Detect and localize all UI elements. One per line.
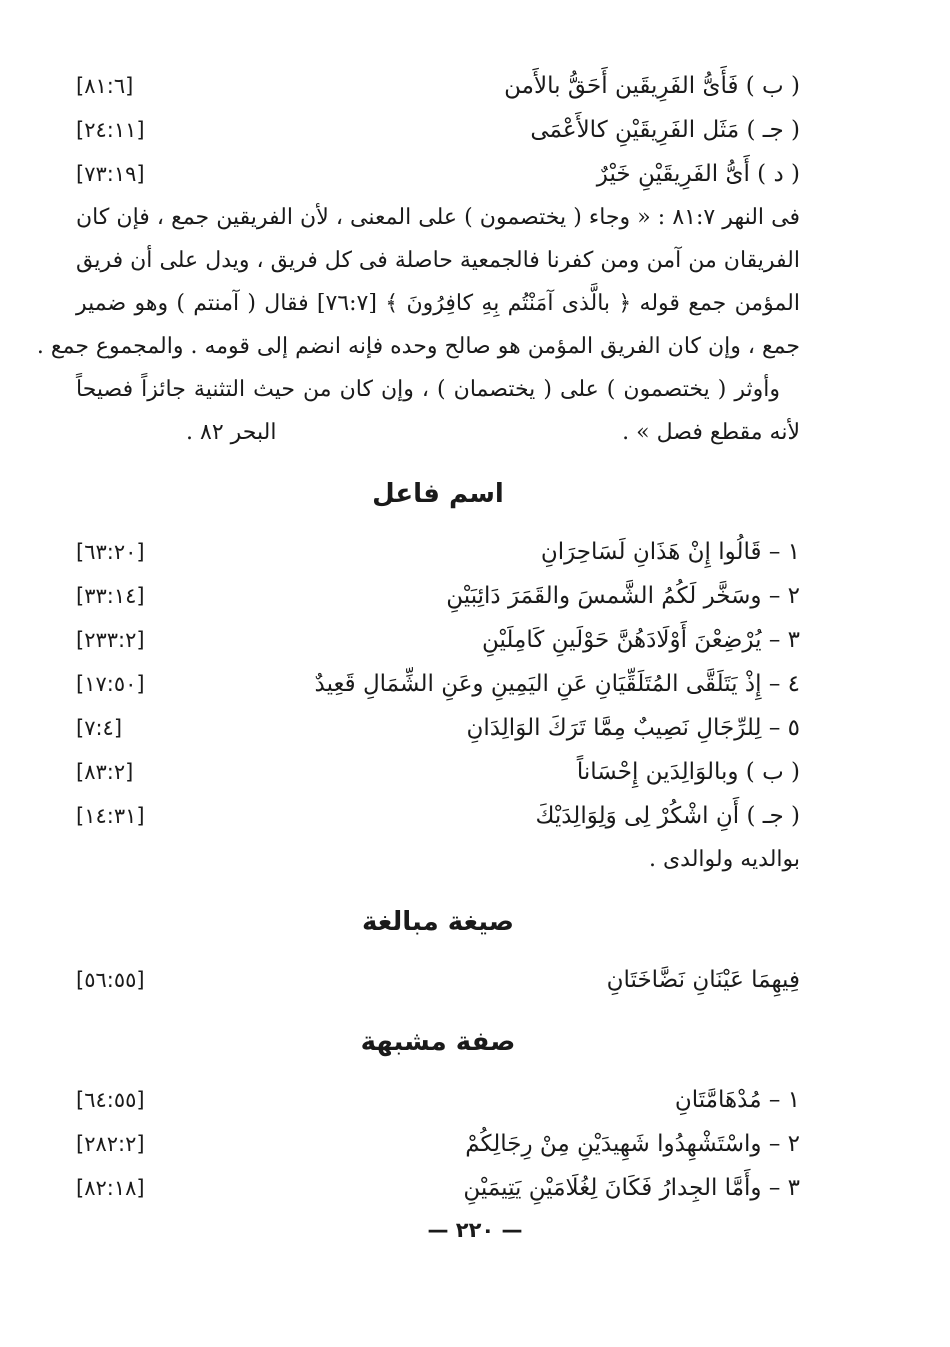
list-item: [76, 574, 800, 618]
verse-reference: [٦٤:٥٥]: [76, 1088, 145, 1112]
verse-reference: [٢٤:١١]: [76, 118, 145, 142]
section-heading: اسم فاعل: [372, 479, 504, 509]
verse-text: ٥ – لِلرِّجَالِ نَصِيبٌ مِمَّا تَرَكَ الوَالِدَانِ: [466, 715, 800, 741]
section-note: بوالديه ولوالدى .: [648, 847, 800, 872]
section-heading: صفة مشبهة: [360, 1027, 516, 1057]
page-number: — ٢٢٠ —: [427, 1218, 523, 1242]
section-list: [76, 530, 800, 882]
list-item: [76, 706, 800, 750]
verse-text: ( جـ ) أَنِ اشْكُرْ لِى وَلِوَالِدَيْكَ: [535, 803, 800, 829]
list-item: [76, 618, 800, 662]
verse-reference: [٧:٤]: [76, 716, 123, 740]
verse-reference: [٧٣:١٩]: [76, 162, 145, 186]
paragraph-line: فى النهر ٨١:٧ : « وجاء ( يختصمون ) على المعنى ، لأن الفريقين جمع ، فإن كان: [76, 205, 800, 230]
list-item: [76, 152, 800, 196]
section-heading: صيغة مبالغة: [362, 907, 514, 937]
paragraph-end: لأنه مقطع فصل » .: [622, 420, 800, 445]
verse-reference: [١٧:٥٠]: [76, 672, 145, 696]
verse-reference: [٢٣٣:٢]: [76, 628, 145, 652]
list-item: [76, 1078, 800, 1122]
section-list: [76, 1078, 800, 1210]
paragraph-line: الفريقان من آمن ومن كفرنا فالجمعية حاصلة فى كل فريق ، ويدل على أن فريق: [76, 248, 800, 273]
page-body: [36, 64, 800, 1210]
verse-text: ١ – قَالُوا إِنْ هَذَانِ لَسَاحِرَانِ: [540, 539, 800, 565]
source-citation: البحر ٨٢ .: [186, 420, 277, 445]
top-list: [76, 64, 800, 196]
verse-reference: [٥٦:٥٥]: [76, 968, 145, 992]
verse-text: ٢ – واسْتَشْهِدُوا شَهِيدَيْنِ مِنْ رِجَالِكُمْ: [465, 1131, 800, 1157]
verse-text: ( ب ) وبالوَالِدَين إِحْسَاناً: [576, 759, 800, 785]
paragraph-last-line: [76, 411, 800, 454]
verse-text: ٣ – يُرْضِعْنَ أَوْلَادَهُنَّ حَوْلَينِ كَامِلَيْنِ: [481, 627, 800, 653]
section-list: [76, 958, 800, 1002]
verse-text: ( جـ ) مَثَل الفَرِيقَيْنِ كالأَعْمَى: [530, 117, 800, 143]
paragraph-line: المؤمن جمع قوله ﴿ بالَّذى آمَنْتُم بِهِ كافِرُونَ ﴾ [٧٦:٧] فقال ( آمنتم ) وهو ضمير: [76, 291, 800, 316]
verse-text: ٣ – وأَمَّا الجِدارُ فَكَانَ لِغُلَامَيْنِ يَتِيمَيْنِ: [463, 1175, 800, 1201]
commentary-paragraph: [36, 196, 800, 411]
list-item: [76, 108, 800, 152]
verse-reference: [٦٣:٢٠]: [76, 540, 145, 564]
verse-reference: [٨١:٦]: [76, 74, 134, 98]
verse-reference: [٨٣:٢]: [76, 760, 134, 784]
verse-text: ١ – مُدْهَامَّتَانِ: [674, 1087, 800, 1113]
verse-text: ٤ – إِذْ يَتَلَقَّى المُتَلَقِّيَانِ عَنِ اليَمِينِ وعَنِ الشِّمَالِ قَعِيدٌ: [314, 671, 800, 697]
verse-reference: [٨٢:١٨]: [76, 1176, 145, 1200]
verse-reference: [١٤:٣١]: [76, 804, 145, 828]
verse-text: فِيهِمَا عَيْنَانِ نَضَّاخَتَانِ: [606, 967, 800, 993]
list-item: [76, 794, 800, 838]
list-item: [76, 750, 800, 794]
paragraph-line: وأوثر ( يختصمون ) على ( يختصمان ) ، وإن كان من حيث التثنية جائزاً فصيحاً: [76, 377, 780, 402]
verse-reference: [٢٨٢:٢]: [76, 1132, 145, 1156]
list-item: [76, 662, 800, 706]
verse-text: ( ب ) فَأَىُّ الفَرِيقَين أَحَقُّ بالأَمن: [504, 73, 800, 99]
verse-text: ٢ – وسَخَّر لَكُمُ الشَّمسَ والقَمَرَ دَائِبَيْنِ: [446, 583, 800, 609]
paragraph-line: جمع ، وإن كان الفريق المؤمن هو صالح وحده فإنه انضم إلى قومه . والمجموع جمع .: [36, 334, 800, 359]
list-item: [76, 1166, 800, 1210]
verse-reference: [٣٣:١٤]: [76, 584, 145, 608]
list-item: [76, 64, 800, 108]
list-item: [76, 1122, 800, 1166]
list-item: [76, 530, 800, 574]
list-item: [76, 958, 800, 1002]
verse-text: ( د ) أَىُّ الفَرِيقَيْنِ خَيْرٌ: [596, 161, 800, 187]
